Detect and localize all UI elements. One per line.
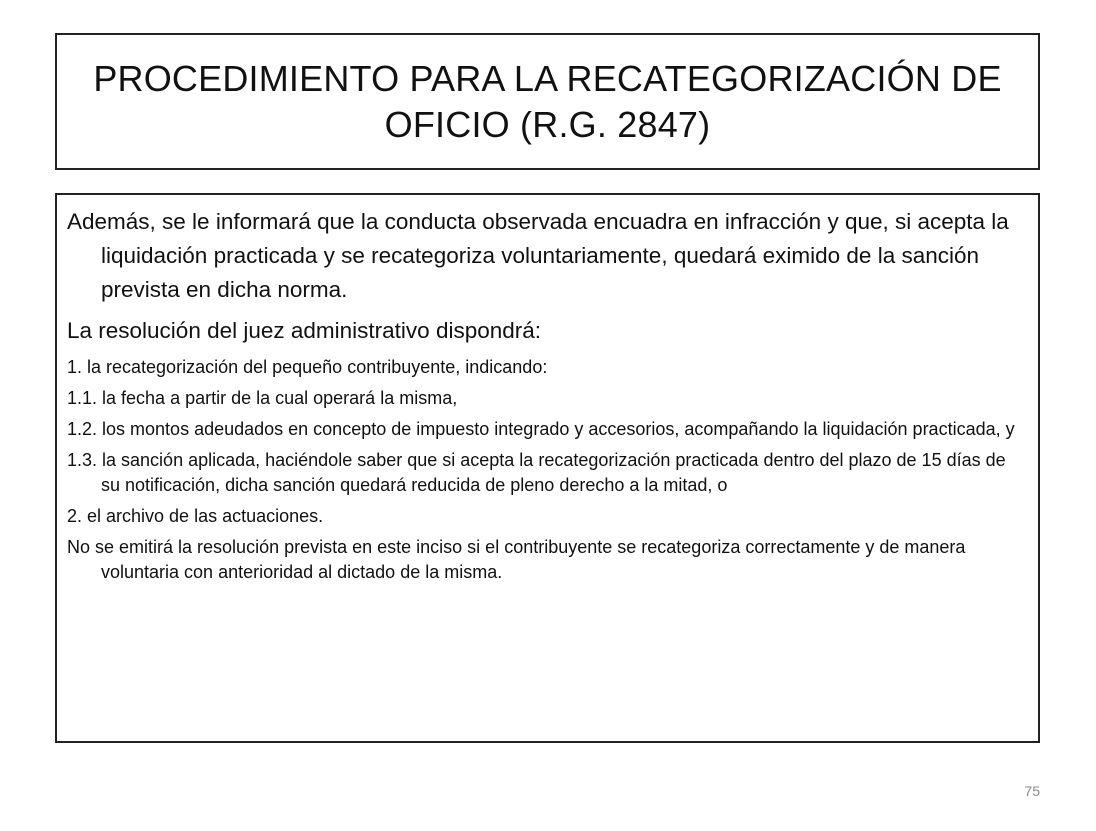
slide-content-box [55,193,1040,743]
paragraph-infraccion: Además, se le informará que la conducta observada encuadra en infracción y que, si acepta la liquidación practicada y se recategoriza voluntariamente, quedará eximido de la sanción prevista en dicha norma. [67,209,1009,302]
list-item-2: 2. el archivo de las actuaciones. [67,506,324,526]
page-number: 75 [1024,783,1040,799]
paragraph-closing-note: No se emitirá la resolución prevista en este inciso si el contribuyente se recategoriza correctamente y de manera voluntaria con anterioridad al dictado de la misma. [67,537,966,582]
list-item-1: 1. la recategorización del pequeño contribuyente, indicando: [67,357,548,377]
slide-title-box [55,33,1040,170]
list-item-1-3: 1.3. la sanción aplicada, haciéndole saber que si acepta la recategorización practicada dentro del plazo de 15 días de su notificación, dicha sanción quedará reducida de pleno derecho a la mitad, o [67,450,1006,495]
paragraph-resolucion-heading: La resolución del juez administrativo dispondrá: [67,318,542,343]
slide-title: PROCEDIMIENTO PARA LA RECATEGORIZACIÓN DE OFICIO (R.G. 2847) [93,57,1002,145]
list-item-1-2: 1.2. los montos adeudados en concepto de impuesto integrado y accesorios, acompañando la liquidación practicada, y [67,419,1015,439]
list-item-1-1: 1.1. la fecha a partir de la cual operará la misma, [67,388,458,408]
